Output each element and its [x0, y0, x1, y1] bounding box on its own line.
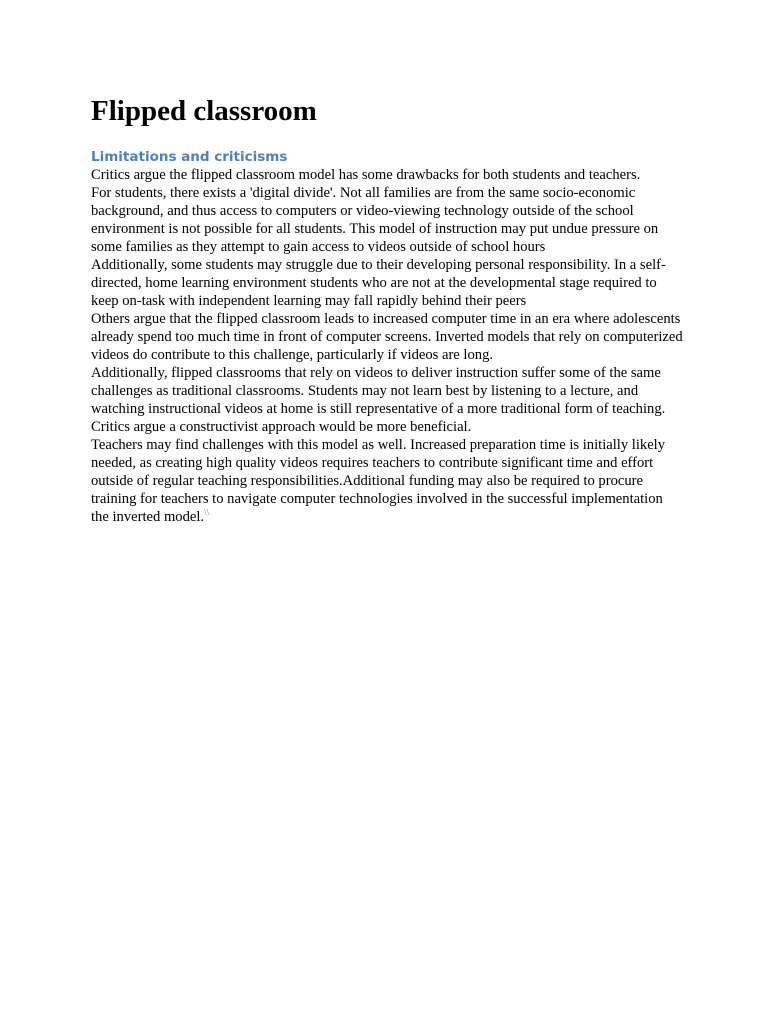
section-heading: Limitations and criticisms: [91, 149, 288, 165]
paragraph-computer-time: Others argue that the flipped classroom leads to increased computer time in an era where adolescents already spend too much time in front of computer screens. Inverted models that rely on computerized videos do contribute to this challenge, particularly if videos are long.: [91, 311, 683, 363]
paragraph-traditional-challenges: Additionally, flipped classrooms that rely on videos to deliver instruction suffer some of the same challenges as traditional classrooms. Students may not learn best by listening to a lecture, and watching instructional videos at home is still representative of a more traditional form of teaching. Critics argue a constructivist approach would be more beneficial.: [91, 365, 666, 435]
paragraph-teacher-challenges: [91, 436, 683, 526]
document-content: [91, 94, 683, 526]
paragraph-teacher-challenges-text: Teachers may find challenges with this model as well. Increased preparation time is initially likely needed, as creating high quality videos requires teachers to contribute significant time and effort outside of regular teaching responsibilities.Additional funding may also be required to procure training for teachers to navigate computer technologies involved in the successful implementation the inverted model.: [91, 437, 666, 525]
paragraph-personal-responsibility: Additionally, some students may struggle due to their developing personal responsibility. In a self-directed, home learning environment students who are not at the developmental stage required to keep on-task with independent learning may fall rapidly behind their peers: [91, 257, 666, 309]
paragraph-intro: Critics argue the flipped classroom model has some drawbacks for both students and teachers.: [91, 167, 641, 183]
page-title: Flipped classroom: [91, 95, 317, 127]
paragraph-digital-divide: For students, there exists a 'digital divide'. Not all families are from the same socio-economic background, and thus access to computers or video-viewing technology outside of the school environment is not possible for all students. This model of instruction may put undue pressure on some families as they attempt to gain access to videos outside of school hours: [91, 185, 659, 255]
footnote-mark: \\: [204, 507, 210, 518]
